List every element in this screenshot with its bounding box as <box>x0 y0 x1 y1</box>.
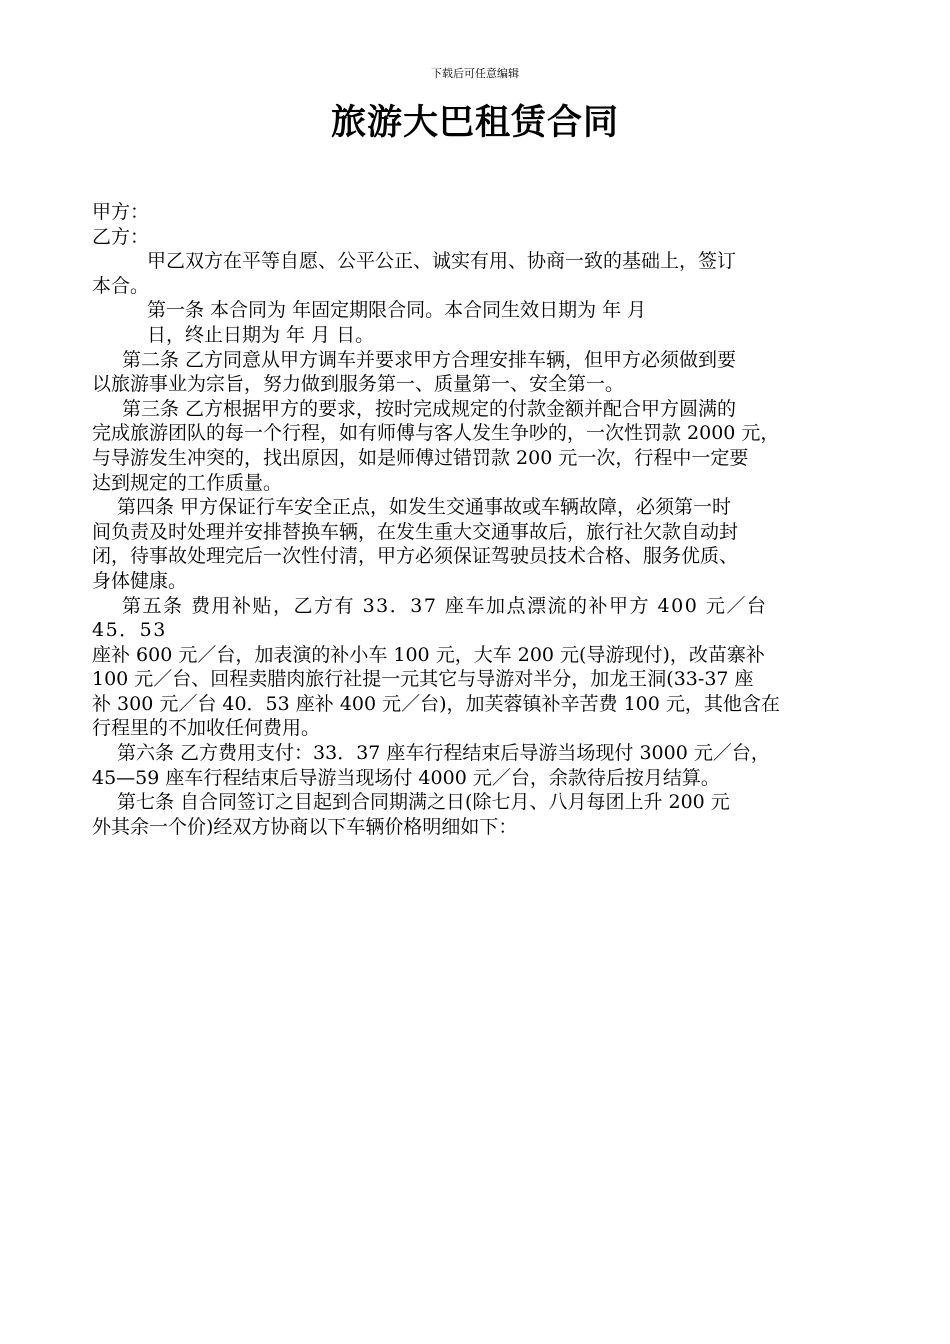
contract-body <box>92 200 862 839</box>
text-line: 闭，待事故处理完后一次性付清，甲方必须保证驾驶员技术合格、服务优质、 <box>92 545 739 568</box>
text-line: 身体健康。 <box>92 569 188 592</box>
text-line: 以旅游事业为宗旨，努力做到服务第一、质量第一、安全第一。 <box>92 373 625 396</box>
text-line: 补 300 元／台 40．53 座补 400 元／台)，加芙蓉镇补辛苦费 100 元，其他含在 <box>92 692 780 715</box>
text-line: 第五条 费用补贴，乙方有 33．37 座车加点漂流的补甲方 400 元／台 <box>122 594 768 617</box>
text-line: 间负责及时处理并安排替换车辆，在发生重大交通事故后，旅行社欠款自动封 <box>92 520 739 543</box>
text-line: 第三条 乙方根据甲方的要求，按时完成规定的付款金额并配合甲方圆满的 <box>122 397 737 420</box>
text-line: 乙方： <box>92 225 150 248</box>
text-line: 甲方： <box>92 201 150 223</box>
text-line: 本合。 <box>92 274 150 297</box>
text-line: 100 元／台、回程卖腊肉旅行社提一元其它与导游对半分，加龙王洞(33-37 座 <box>92 668 754 691</box>
text-line: 日，终止日期为 年 月 日。 <box>147 323 375 346</box>
text-line: 45—59 座车行程结束后导游当现场付 4000 元／台，余款待后按月结算。 <box>92 766 720 789</box>
text-line: 行程里的不加收任何费用。 <box>92 717 321 740</box>
text-line: 达到规定的工作质量。 <box>92 471 283 494</box>
text-line: 与导游发生冲突的，找出原因，如是师傅过错罚款 200 元一次，行程中一定要 <box>92 446 749 469</box>
text-line: 第四条 甲方保证行车安全正点，如发生交通事故或车辆故障，必须第一时 <box>117 496 732 519</box>
text-line: 45．53 <box>92 619 167 642</box>
document-title: 旅游大巴租赁合同 <box>330 103 619 143</box>
text-line: 第二条 乙方同意从甲方调车并要求甲方合理安排车辆，但甲方必须做到要 <box>122 348 737 371</box>
text-line: 座补 600 元／台，加表演的补小车 100 元，大车 200 元(导游现付)，改苗寨补 <box>92 643 765 666</box>
header-note: 下载后可任意编辑 <box>431 67 519 80</box>
text-line: 甲乙双方在平等自愿、公平公正、诚实有用、协商一致的基础上，签订 <box>147 250 737 273</box>
text-line: 完成旅游团队的每一个行程，如有师傅与客人发生争吵的，一次性罚款 2000 元， <box>92 422 780 445</box>
text-line: 第一条 本合同为 年固定期限合同。本合同生效日期为 年 月 <box>147 299 647 322</box>
text-line: 第七条 自合同签订之目起到合同期满之日(除七月、八月每团上升 200 元 <box>117 791 730 814</box>
text-line: 外其余一个价)经双方协商以下车辆价格明细如下： <box>92 815 518 838</box>
text-line: 第六条 乙方费用支付：33．37 座车行程结束后导游当场现付 3000 元／台， <box>117 742 770 765</box>
